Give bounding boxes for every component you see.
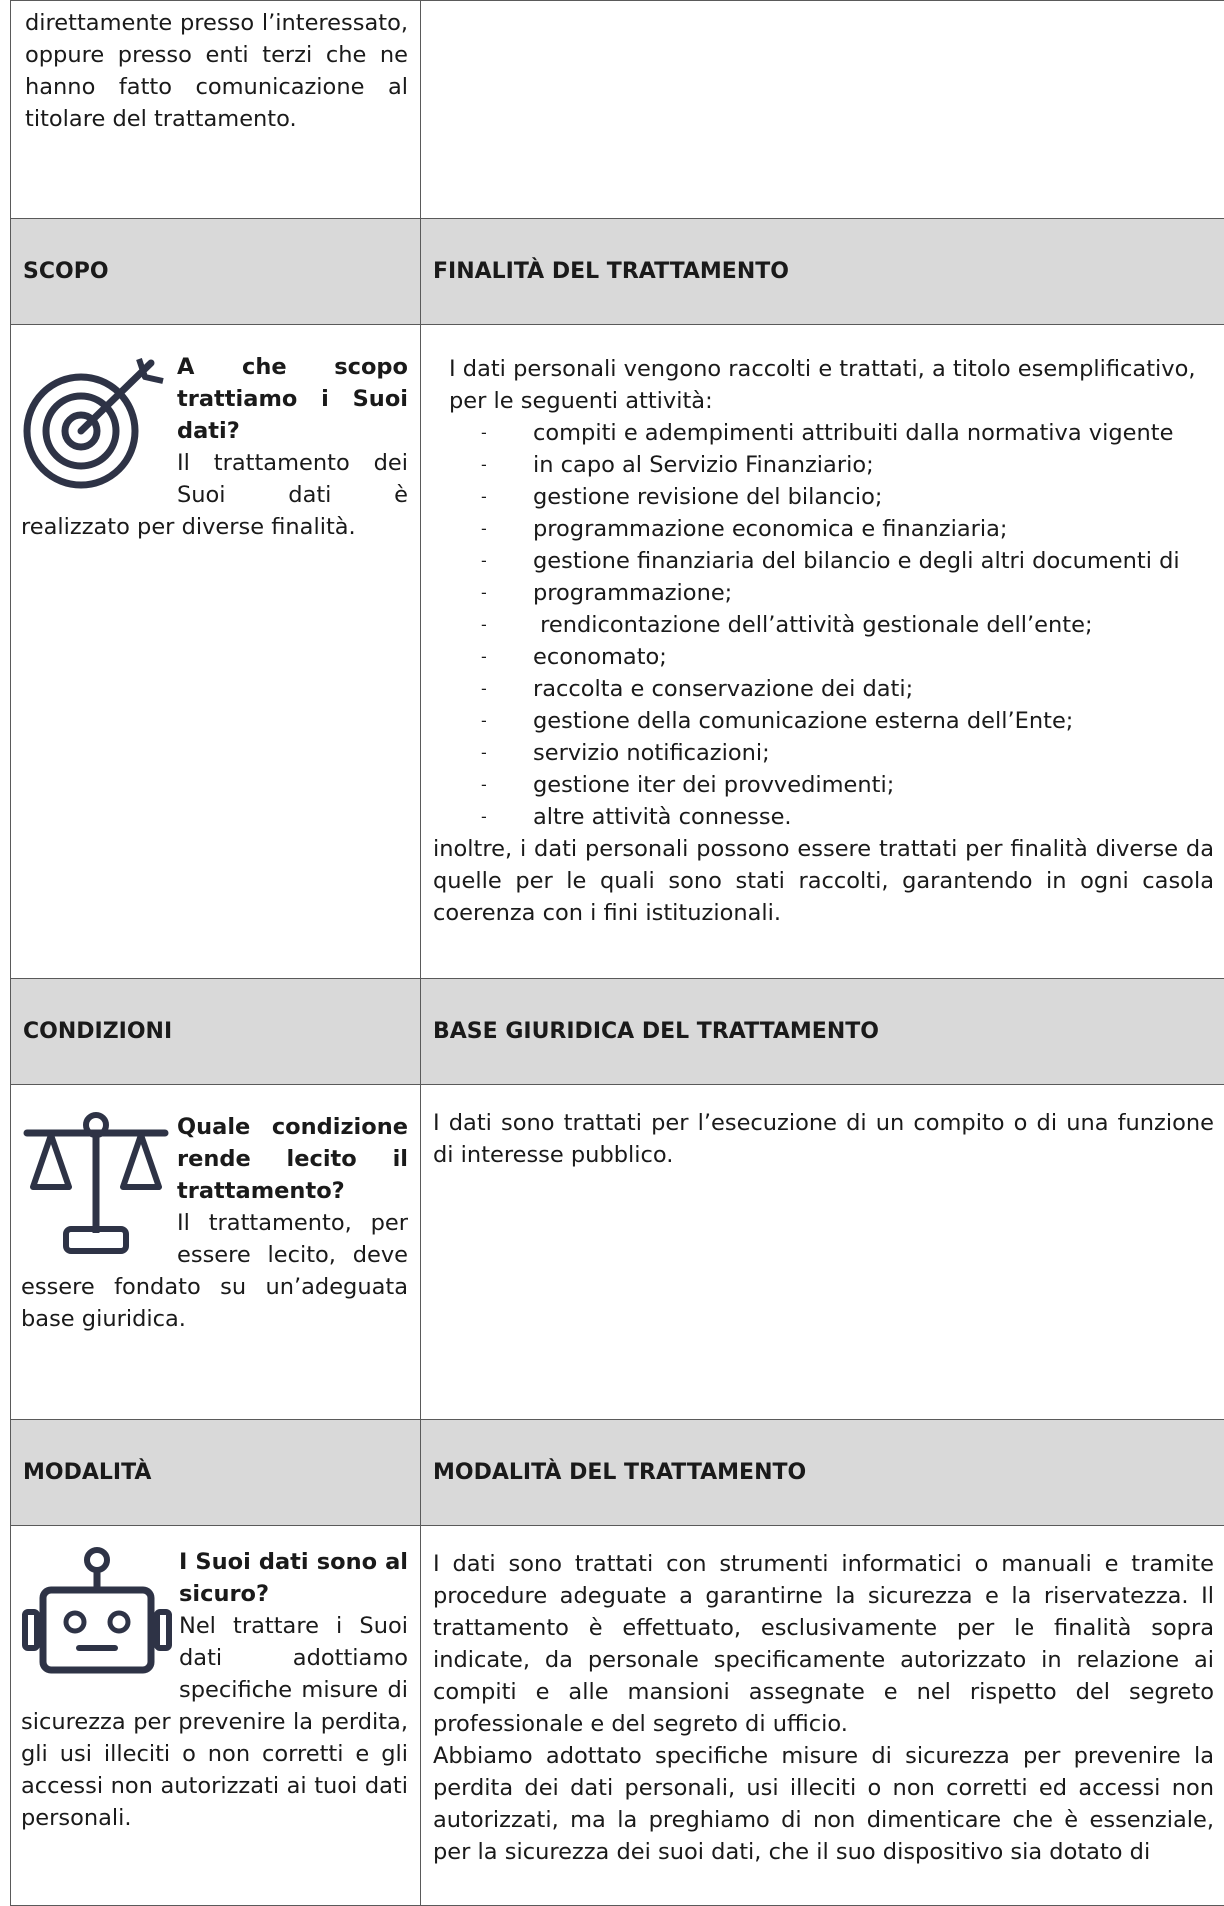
list-item: - gestione revisione del bilancio;: [433, 481, 1214, 513]
condizioni-header-row: [11, 979, 1224, 1085]
list-item: - gestione finanziaria del bilancio e degli altri documenti di: [433, 545, 1214, 577]
list-item: - rendicontazione dell’attività gestionale dell’ente;: [433, 609, 1214, 641]
list-item: - programmazione;: [433, 577, 1214, 609]
modalita-paragraph-2: Abbiamo adottato specifiche misure di sicurezza per prevenire la perdita dei dati personali, usi illeciti o non corretti ed accessi non autorizzati, ma la preghiamo di non dimenticare che è essenziale, per la sicurezza dei suoi dati, che il suo dispositivo sia dotato di: [433, 1740, 1214, 1868]
modalita-content-row: [11, 1526, 1224, 1906]
condizioni-question: Quale condizione rende lecito il trattamento?: [177, 1114, 408, 1204]
scopo-header-row: [11, 219, 1224, 325]
condizioni-answer: Il trattamento, per essere lecito, deve essere fondato su un’adeguata base giuridica.: [21, 1210, 408, 1332]
target-icon: [21, 351, 171, 500]
modalita-answer: Nel trattare i Suoi dati adottiamo specifiche misure di sicurezza per prevenire la perdita, gli usi illeciti o non corretti e gli accessi non autorizzati ai tuoi dati personali.: [21, 1613, 408, 1831]
modalita-paragraph-1: I dati sono trattati con strumenti informatici o manuali e tramite procedure adeguate a garantirne la sicurezza e la riservatezza. Il trattamento è effettuato, esclusivamente per le finalità sopra indicate, da personale specificamente autorizzato in relazione ai compiti e alle mansioni assegnate e nel rispetto del segreto professionale e del segreto di ufficio.: [433, 1548, 1214, 1740]
list-item: - compiti e adempimenti attribuiti dalla normativa vigente: [433, 417, 1214, 449]
list-item: - in capo al Servizio Finanziario;: [433, 449, 1214, 481]
condizioni-content-row: [11, 1085, 1224, 1420]
intro-row: [11, 1, 1224, 219]
scopo-answer: Il trattamento dei Suoi dati è realizzato per diverse finalità.: [21, 450, 408, 540]
scopo-outro: inoltre, i dati personali possono essere trattati per finalità diverse da quelle per le quali sono stati raccolti, garantendo in ogni casola coerenza con i fini istituzionali.: [433, 833, 1214, 929]
scopo-header-label: SCOPO: [11, 259, 420, 284]
privacy-notice-page: [10, 0, 1224, 1901]
scopo-activities-list: [433, 417, 1214, 833]
scopo-header-title: FINALITÀ DEL TRATTAMENTO: [421, 259, 1224, 284]
list-item: - servizio notificazioni;: [433, 737, 1214, 769]
condizioni-header-label: CONDIZIONI: [11, 1019, 420, 1044]
scopo-question: A che scopo trattiamo i Suoi dati?: [177, 354, 408, 444]
list-item: - altre attività connesse.: [433, 801, 1214, 833]
scales-icon: [21, 1111, 171, 1270]
list-item: - economato;: [433, 641, 1214, 673]
condizioni-text: I dati sono trattati per l’esecuzione di un compito o di una funzione di interesse pubblico.: [433, 1107, 1214, 1171]
modalita-header-row: [11, 1420, 1224, 1526]
intro-left-text: direttamente presso l’interessato, oppure presso enti terzi che ne hanno fatto comunicazione al titolare del trattamento.: [25, 7, 408, 135]
modalita-question: I Suoi dati sono al sicuro?: [179, 1549, 408, 1607]
scopo-intro: I dati personali vengono raccolti e trattati, a titolo esemplificativo, per le seguenti attività:: [433, 353, 1214, 417]
scopo-content-row: [11, 325, 1224, 979]
privacy-table: [10, 0, 1224, 1906]
list-item: - programmazione economica e finanziaria;: [433, 513, 1214, 545]
condizioni-header-title: BASE GIURIDICA DEL TRATTAMENTO: [421, 1019, 1224, 1044]
modalita-header-label: MODALITÀ: [11, 1460, 420, 1485]
modalita-header-title: MODALITÀ DEL TRATTAMENTO: [421, 1460, 1224, 1485]
list-item: - gestione iter dei provvedimenti;: [433, 769, 1214, 801]
list-item: - gestione della comunicazione esterna dell’Ente;: [433, 705, 1214, 737]
list-item: - raccolta e conservazione dei dati;: [433, 673, 1214, 705]
robot-icon: [21, 1546, 173, 1685]
